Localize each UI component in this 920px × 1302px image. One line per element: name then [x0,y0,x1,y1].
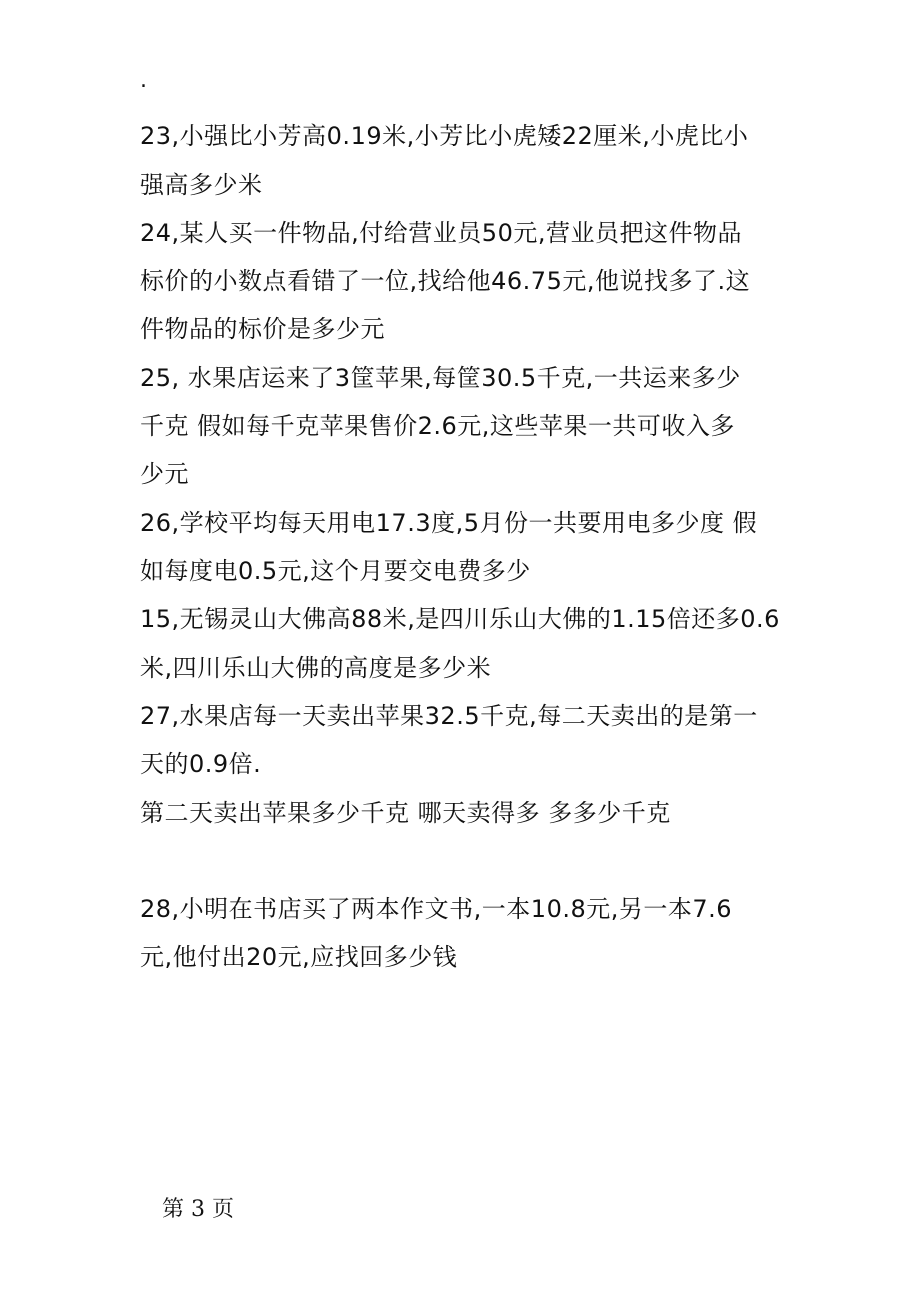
problem-15-line-1: 15,无锡灵山大佛高88米,是四川乐山大佛的1.15倍还多0.6 [140,605,780,633]
problem-27-line-3: 第二天卖出苹果多少千克 哪天卖得多 多多少千克 [140,799,671,827]
problem-24-line-3: 件物品的标价是多少元 [140,315,385,343]
problem-23-line-2: 强高多少米 [140,171,263,199]
problem-26-line-1: 26,学校平均每天用电17.3度,5月份一共要用电多少度 假 [140,509,758,537]
problem-25-line-3: 少元 [140,460,189,488]
problem-23-line-1: 23,小强比小芳高0.19米,小芳比小虎矮22厘米,小虎比小 [140,122,749,150]
problem-25-line-1: 25, 水果店运来了3筐苹果,每筐30.5千克,一共运来多少 [140,364,741,392]
header-dot: . [140,68,147,93]
problem-15-line-2: 米,四川乐山大佛的高度是多少米 [140,654,492,682]
problem-28-line-2: 元,他付出20元,应找回多少钱 [140,943,458,971]
problem-27-line-2: 天的0.9倍. [140,750,262,778]
problem-27-line-1: 27,水果店每一天卖出苹果32.5千克,每二天卖出的是第一 [140,702,758,730]
problem-24-line-1: 24,某人买一件物品,付给营业员50元,营业员把这件物品 [140,219,742,247]
problem-25-line-2: 千克 假如每千克苹果售价2.6元,这些苹果一共可收入多 [140,412,735,440]
page-number: 第 3 页 [162,1197,234,1222]
problem-26-line-2: 如每度电0.5元,这个月要交电费多少 [140,557,531,585]
problem-28-line-1: 28,小明在书店买了两本作文书,一本10.8元,另一本7.6 [140,895,733,923]
problem-24-line-2: 标价的小数点看错了一位,找给他46.75元,他说找多了.这 [140,267,751,295]
